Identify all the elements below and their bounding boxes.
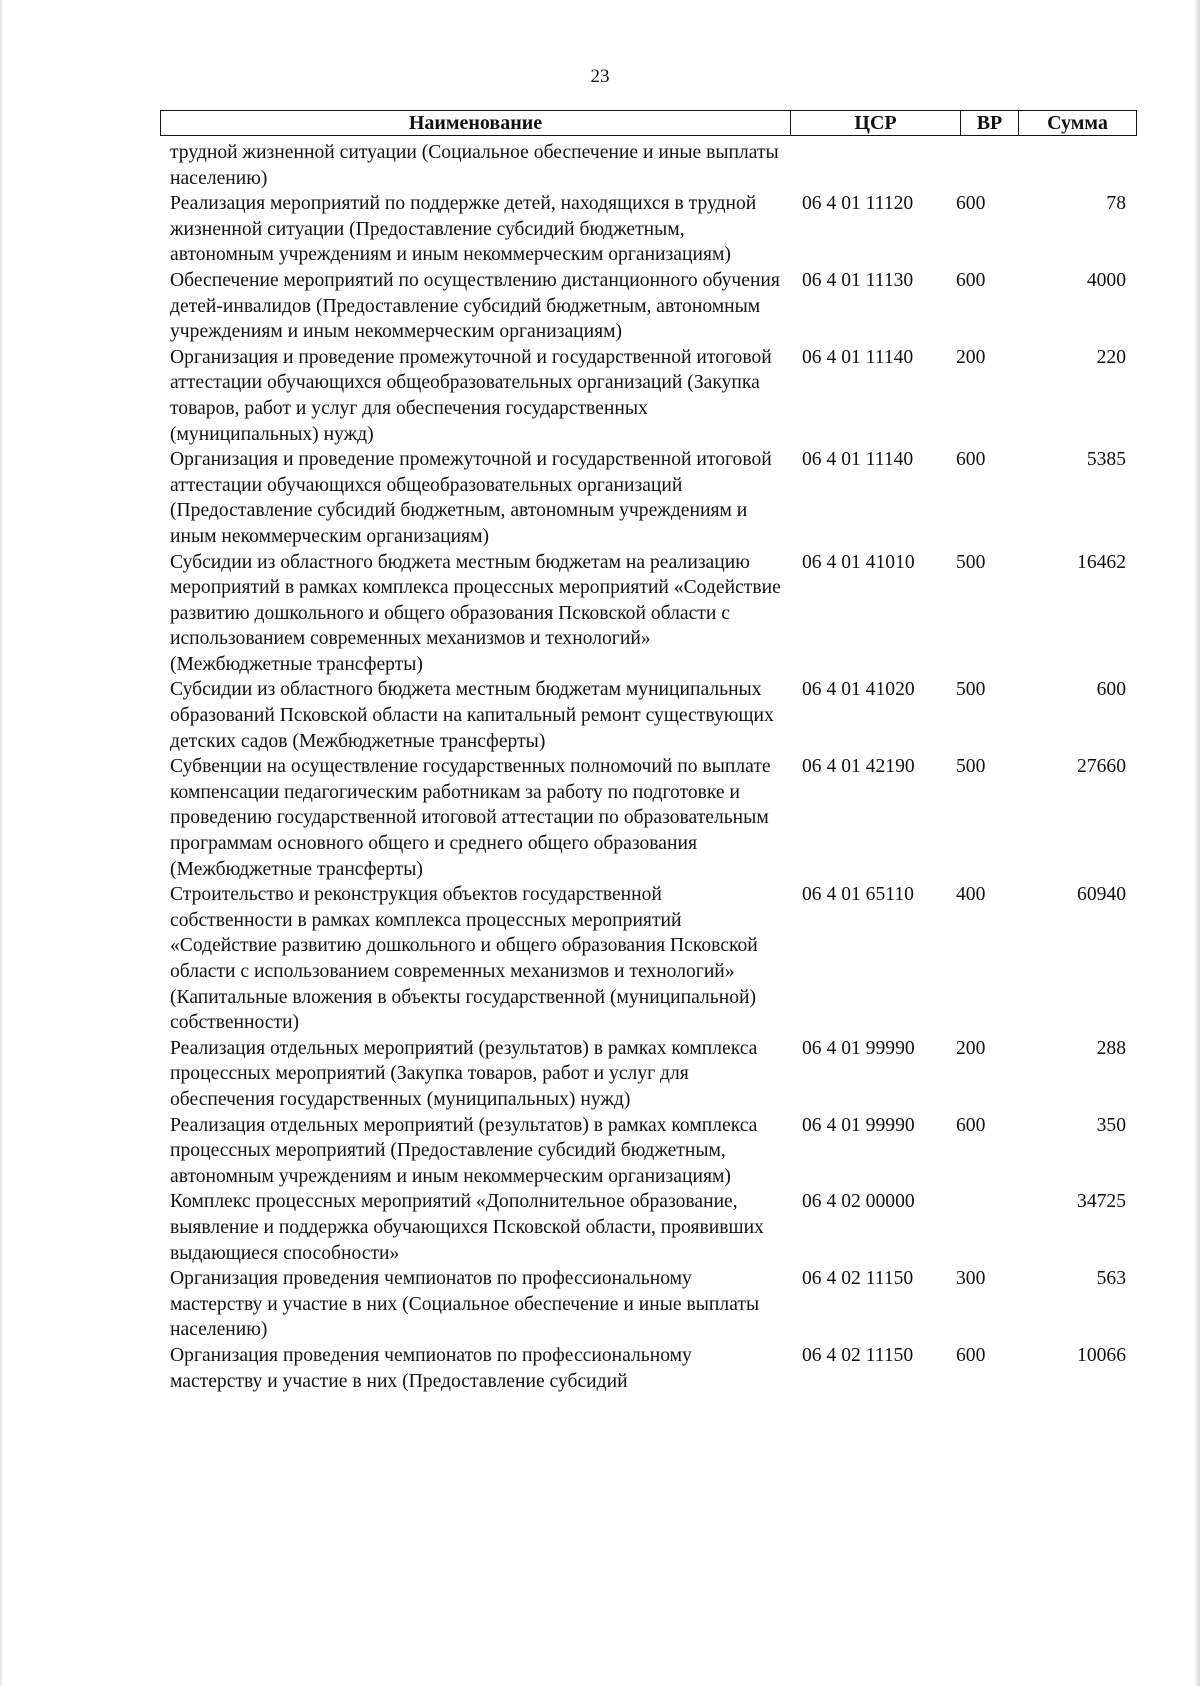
- row-name: Реализация мероприятий по поддержке детей, находящихся в трудной жизненной ситуации (Предоставление субсидий бюджетным, автономным учреждениям и иным некоммерческим организациям): [170, 193, 757, 266]
- row-name: Строительство и реконструкция объектов государственной собственности в рамках комплекса процессных мероприятий «Содействие развитию дошкольного и общего образования Псковской области с использованием современных механизмов и технологий» (Капитальные вложения в объекты государственной (муниципальной) собственности): [170, 884, 758, 1034]
- row-sum: 27660: [1077, 756, 1126, 778]
- table-row: [170, 882, 1130, 1036]
- row-name: трудной жизненной ситуации (Социальное обеспечение и иные выплаты населению): [170, 142, 779, 189]
- row-sum: 288: [1096, 1037, 1126, 1059]
- table-row: [170, 345, 1130, 447]
- row-name: Реализация отдельных мероприятий (результатов) в рамках комплекса процессных мероприятий (Закупка товаров, работ и услуг для обеспечения государственных (муниципальных) нужд): [170, 1037, 758, 1110]
- row-vr: 500: [956, 551, 986, 573]
- row-vr: 600: [956, 1344, 986, 1366]
- row-vr: 600: [956, 1114, 986, 1136]
- row-sum: 34725: [1077, 1191, 1126, 1213]
- row-vr: 600: [956, 449, 986, 471]
- table-row: [170, 268, 1130, 345]
- row-sum: 10066: [1077, 1344, 1126, 1366]
- row-name: Организация и проведение промежуточной и государственной итоговой аттестации обучающихся общеобразовательных организаций (Закупка товаров, работ и услуг для обеспечения государственных (муниципальных) нужд): [170, 346, 772, 445]
- table-row: [170, 1266, 1130, 1343]
- row-sum: 60940: [1077, 884, 1126, 906]
- table-body: [170, 140, 1130, 1394]
- row-name: Организация и проведение промежуточной и государственной итоговой аттестации обучающихся общеобразовательных организаций (Предоставление субсидий бюджетным, автономным учреждениям и иным некоммерческим организациям): [170, 449, 772, 547]
- row-vr: 200: [956, 1037, 986, 1059]
- table-header: [160, 110, 1137, 136]
- row-sum: 220: [1096, 346, 1126, 368]
- row-name: Субсидии из областного бюджета местным бюджетам муниципальных образований Псковской области на капитальный ремонт существующих детских садов (Межбюджетные трансферты): [170, 679, 774, 752]
- row-vr: 500: [956, 679, 986, 701]
- row-vr: 200: [956, 346, 986, 368]
- row-csr: 06 4 01 11140: [802, 346, 914, 368]
- row-csr: 06 4 01 11120: [802, 193, 914, 215]
- page-number: 23: [590, 66, 610, 87]
- table-row: [170, 550, 1130, 678]
- table-row: [170, 1189, 1130, 1266]
- row-csr: 06 4 01 42190: [802, 756, 915, 778]
- scan-edge-right: [1194, 0, 1200, 1686]
- row-csr: 06 4 01 99990: [802, 1114, 915, 1136]
- table-row: [170, 447, 1130, 549]
- row-vr: 400: [956, 884, 986, 906]
- row-sum: 600: [1096, 679, 1126, 701]
- row-sum: 4000: [1086, 269, 1126, 291]
- header-csr: ЦСР: [791, 111, 961, 135]
- table-row: [170, 140, 1130, 191]
- row-name: Субвенции на осуществление государственных полномочий по выплате компенсации педагогическим работникам за работу по подготовке и проведению государственной итоговой аттестации по образовательным программам основного общего и среднего общего образования (Межбюджетные трансферты): [170, 756, 771, 880]
- row-vr: 500: [956, 756, 986, 778]
- row-sum: 78: [1106, 193, 1126, 215]
- scan-edge-left: [0, 0, 3, 1686]
- row-csr: 06 4 02 11150: [802, 1268, 914, 1290]
- row-name: Реализация отдельных мероприятий (результатов) в рамках комплекса процессных мероприятий (Предоставление субсидий бюджетным, автономным учреждениям и иным некоммерческим организациям): [170, 1114, 758, 1187]
- row-name: Обеспечение мероприятий по осуществлению дистанционного обучения детей-инвалидов (Предоставление субсидий бюджетным, автономным учреждениям и иным некоммерческим организациям): [170, 269, 780, 343]
- row-csr: 06 4 01 11140: [802, 449, 914, 471]
- row-csr: 06 4 01 65110: [802, 884, 914, 906]
- table-row: [170, 677, 1130, 754]
- row-sum: 350: [1096, 1114, 1126, 1136]
- row-csr: 06 4 01 41010: [802, 551, 915, 573]
- row-name: Организация проведения чемпионатов по профессиональному мастерству и участие в них (Предоставление субсидий: [170, 1344, 692, 1392]
- row-sum: 563: [1096, 1268, 1126, 1290]
- row-sum: 16462: [1077, 551, 1126, 573]
- row-csr: 06 4 01 11130: [802, 269, 914, 291]
- table-row: [170, 754, 1130, 882]
- table-row: [170, 1113, 1130, 1190]
- row-vr: 600: [956, 193, 986, 215]
- header-sum: Сумма: [1047, 112, 1108, 134]
- row-csr: 06 4 02 00000: [802, 1191, 915, 1213]
- table-row: [170, 191, 1130, 268]
- row-sum: 5385: [1086, 449, 1126, 471]
- row-csr: 06 4 02 11150: [802, 1344, 914, 1366]
- row-name: Комплекс процессных мероприятий «Дополнительное образование, выявление и поддержка обучающихся Псковской области, проявивших выдающиеся способности»: [170, 1191, 764, 1264]
- header-name: Наименование: [161, 111, 791, 135]
- row-vr: 600: [956, 269, 986, 291]
- row-vr: 300: [956, 1268, 986, 1290]
- row-name: Организация проведения чемпионатов по профессиональному мастерству и участие в них (Социальное обеспечение и иные выплаты населению): [170, 1268, 760, 1341]
- table-row: [170, 1343, 1130, 1394]
- header-vr: ВР: [961, 111, 1019, 135]
- row-csr: 06 4 01 41020: [802, 679, 915, 701]
- row-csr: 06 4 01 99990: [802, 1037, 915, 1059]
- table-row: [170, 1036, 1130, 1113]
- row-name: Субсидии из областного бюджета местным бюджетам на реализацию мероприятий в рамках комплекса процессных мероприятий «Содействие развитию дошкольного и общего образования Псковской области с использованием современных механизмов и технологий» (Межбюджетные трансферты): [170, 551, 781, 675]
